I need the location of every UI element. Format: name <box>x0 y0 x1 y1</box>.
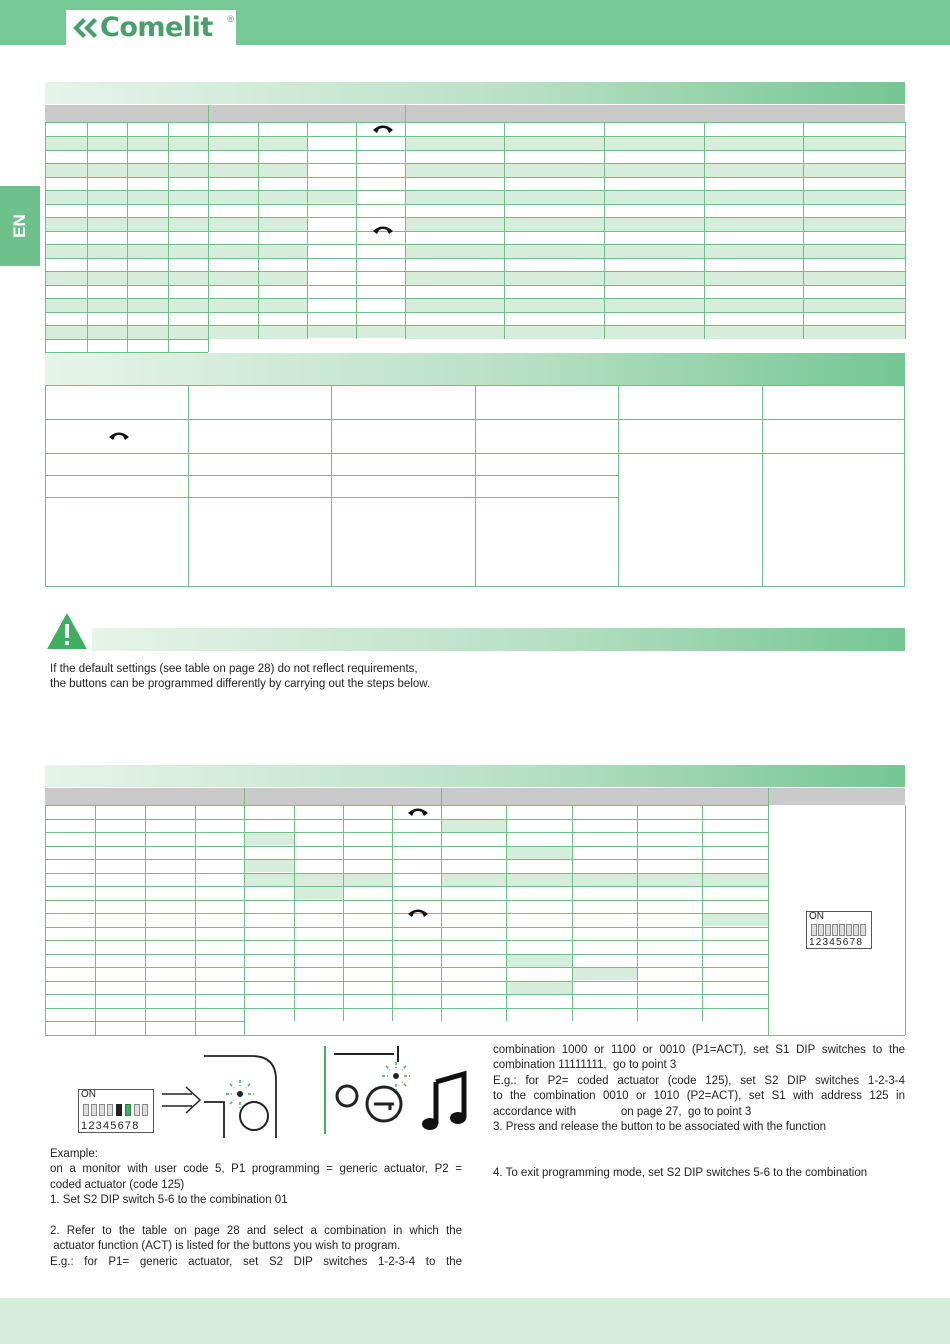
warning-icon <box>46 612 88 650</box>
brand-name: Comelit <box>100 12 213 43</box>
warning-paragraph: If the default settings (see table on page 28) do not reflect requirements, the buttons can be programmed differently by carrying out the steps below. <box>50 663 431 691</box>
language-tab[interactable] <box>0 186 40 266</box>
logo-mark-icon <box>70 17 100 39</box>
footer-band <box>0 1298 950 1344</box>
table2-title-bar <box>45 353 905 385</box>
table1-header-row <box>45 105 905 122</box>
handset-icon <box>108 431 130 441</box>
language-label: EN <box>10 214 29 238</box>
table3-title-bar <box>45 765 905 787</box>
handset-icon <box>407 908 429 918</box>
example-left-column: Example: on a monitor with user code 5, P1 programming = generic actuator, P2 = coded actuator (code 125) 1. Set S2 DIP switch 5-6 to the combination 01 2. Refer to the table on page 28 and select a combination in which the actuator function (ACT) is listed for the buttons you wish to program. E.g.: for P1= generic actuator, set S2 DIP switches 1-2-3-4 to the <box>50 1148 462 1268</box>
warning-bar <box>92 628 905 651</box>
table3-header-row <box>45 788 905 805</box>
comelit-logo <box>66 10 236 45</box>
top-banner <box>0 0 950 45</box>
monitor-button-illustration <box>160 1054 278 1138</box>
example-right-column: combination 1000 or 1100 or 0010 (P1=ACT), set S1 DIP switches to the combination 11111111, go to point 3 E.g.: for P2= coded actuator (code 125), set S2 DIP switches 1-2-3-4 to the combination 0010 or 1010 (P2=ACT), set S1 with address 125 in accordance with on page 27, go to point 3 3. Press and release the button to be associated with the function 4. To exit programming mode, set S2 DIP switches 5-6 to the combination <box>493 1044 905 1180</box>
dip-switch-example: ON 12345678 <box>78 1089 154 1133</box>
handset-icon <box>372 124 394 134</box>
registered-mark: ® <box>227 14 234 24</box>
handset-icon <box>372 225 394 235</box>
dip-switch-diagram: ON 12345678 <box>806 911 872 949</box>
handset-icon <box>407 807 429 817</box>
table1-title-bar <box>45 82 905 104</box>
key-music-illustration <box>332 1044 472 1136</box>
